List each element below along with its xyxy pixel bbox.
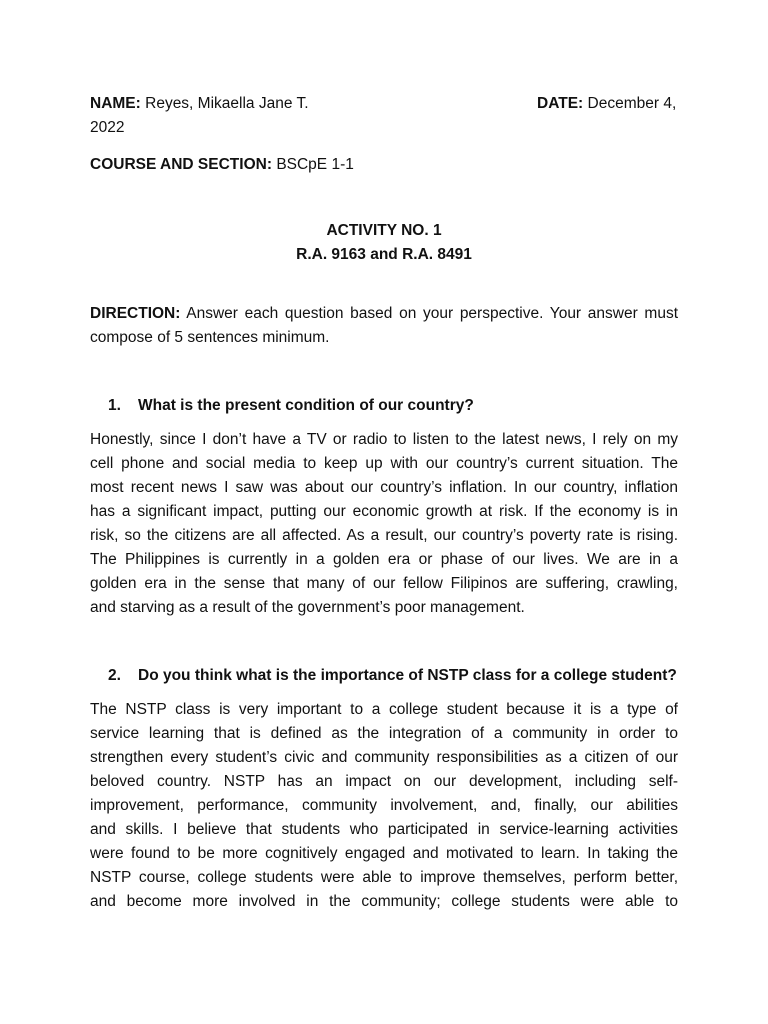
course-value: BSCpE 1-1 bbox=[276, 156, 354, 173]
answer-line: and become more involved in the community; college students were able to bbox=[90, 893, 678, 910]
answer-line: most recent news I saw was about our country’s inflation. In our country, inflation bbox=[90, 479, 678, 496]
activity-subtitle: R.A. 9163 and R.A. 8491 bbox=[296, 246, 472, 263]
date-field bbox=[537, 92, 676, 116]
date-value-continued: 2022 bbox=[90, 119, 125, 136]
answer-line: service learning that is defined as the integration of a community in order to bbox=[90, 725, 678, 742]
question-number: 1. bbox=[108, 397, 121, 414]
answer-1-paragraph bbox=[90, 428, 678, 620]
answer-line: NSTP course, college students were able to improve themselves, perform better, bbox=[90, 869, 678, 886]
answer-line: and skills. I believe that students who participated in service-learning activities bbox=[90, 821, 678, 838]
answer-line: The Philippines is currently in a golden era or phase of our lives. We are in a bbox=[90, 551, 678, 568]
document-page bbox=[90, 0, 678, 1024]
answer-line: and starving as a result of the government’s poor management. bbox=[90, 599, 525, 616]
activity-title: ACTIVITY NO. 1 bbox=[326, 222, 442, 239]
direction-label: DIRECTION: bbox=[90, 305, 181, 322]
question-number: 2. bbox=[108, 667, 121, 684]
answer-line: golden era in the sense that many of our fellow Filipinos are suffering, crawling, bbox=[90, 575, 678, 592]
name-value: Reyes, Mikaella Jane T. bbox=[145, 95, 309, 112]
question-2 bbox=[108, 664, 677, 688]
answer-line: beloved country. NSTP has an impact on our development, including self- bbox=[90, 773, 678, 790]
answer-line: strengthen every student’s civic and community responsibilities as a citizen of our bbox=[90, 749, 678, 766]
date-label: DATE: bbox=[537, 95, 584, 112]
direction-line: compose of 5 sentences minimum. bbox=[90, 329, 330, 346]
direction-paragraph bbox=[90, 302, 678, 350]
question-1 bbox=[108, 394, 474, 418]
question-text: What is the present condition of our country? bbox=[138, 397, 474, 414]
course-field bbox=[90, 153, 678, 177]
answer-line: improvement, performance, community involvement, and, finally, our abilities bbox=[90, 797, 678, 814]
answer-line: cell phone and social media to keep up with our country’s current situation. The bbox=[90, 455, 678, 472]
direction-line: DIRECTION: Answer each question based on your perspective. Your answer must bbox=[90, 305, 678, 322]
answer-line: risk, so the citizens are all affected. As a result, our country’s poverty rate is rising. bbox=[90, 527, 678, 544]
answer-line: has a significant impact, putting our economic growth at risk. If the economy is in bbox=[90, 503, 678, 520]
answer-line: were found to be more cognitively engaged and motivated to learn. In taking the bbox=[90, 845, 678, 862]
answer-2-paragraph bbox=[90, 698, 678, 914]
date-value: December 4, bbox=[587, 95, 677, 112]
header-row bbox=[90, 92, 678, 116]
name-field bbox=[90, 95, 309, 112]
answer-line: Honestly, since I don’t have a TV or radio to listen to the latest news, I rely on my bbox=[90, 431, 678, 448]
question-text: Do you think what is the importance of NSTP class for a college student? bbox=[138, 667, 677, 684]
name-label: NAME: bbox=[90, 95, 141, 112]
answer-line: The NSTP class is very important to a college student because it is a type of bbox=[90, 701, 678, 718]
course-label: COURSE AND SECTION: bbox=[90, 156, 272, 173]
